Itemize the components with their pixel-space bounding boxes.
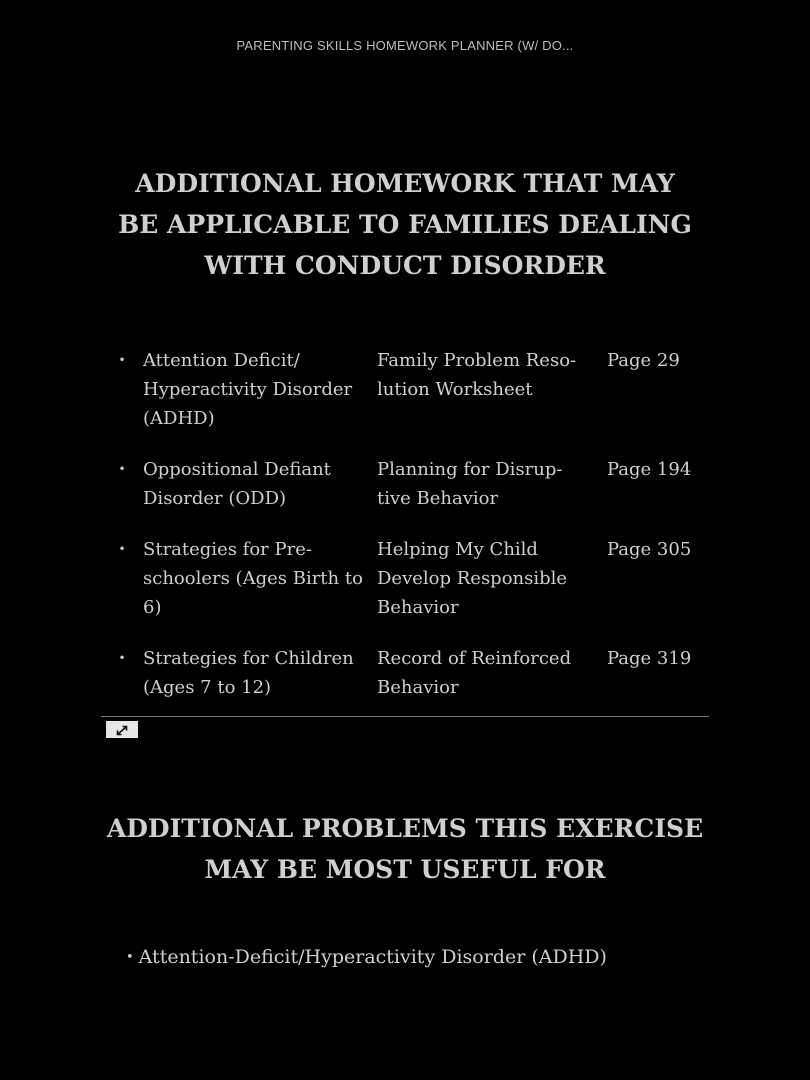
exercise-line: Planning for Disrup- xyxy=(377,459,563,480)
problem-line: Hyperactivity Disorder xyxy=(143,379,353,400)
problem-line: (Ages 7 to 12) xyxy=(143,677,272,698)
problem-cell xyxy=(143,644,377,702)
bullet: • xyxy=(126,950,134,965)
homework-table xyxy=(101,346,709,702)
table-row xyxy=(101,644,709,702)
problem-line: 6) xyxy=(143,597,162,618)
exercise-line: lution Worksheet xyxy=(377,379,533,400)
bullet: • xyxy=(118,542,126,556)
problem-cell xyxy=(143,346,377,433)
page-reference: Page 194 xyxy=(607,459,692,480)
bullet: • xyxy=(118,462,126,476)
page-reference: Page 319 xyxy=(607,648,692,669)
exercise-cell xyxy=(377,346,607,433)
exercise-line: Behavior xyxy=(377,597,459,618)
exercise-cell xyxy=(377,535,607,622)
table-row xyxy=(101,346,709,433)
exercise-line: Develop Responsible xyxy=(377,568,568,589)
problem-line: Disorder (ODD) xyxy=(143,488,287,509)
section-heading-additional-homework xyxy=(105,163,705,286)
exercise-line: Record of Reinforced xyxy=(377,648,572,669)
problem-line: (ADHD) xyxy=(143,408,215,429)
problem-line: Oppositional Defiant xyxy=(143,459,331,480)
problem-cell xyxy=(143,455,377,513)
exercise-line: Helping My Child xyxy=(377,539,538,560)
exercise-line: Behavior xyxy=(377,677,459,698)
problem-line: Attention Deficit/ xyxy=(143,350,300,371)
table-row xyxy=(101,535,709,622)
problem-line: Strategies for Pre- xyxy=(143,539,312,560)
section-heading-additional-problems xyxy=(105,808,705,890)
exercise-line: tive Behavior xyxy=(377,488,499,509)
bullet: • xyxy=(118,651,126,665)
table-row xyxy=(101,455,709,513)
heading-line: BE APPLICABLE TO FAMILIES DEALING xyxy=(118,210,692,239)
problem-line: Strategies for Children xyxy=(143,648,354,669)
page-reference: Page 29 xyxy=(607,350,680,371)
list-item-text: Attention-Deficit/Hyperactivity Disorder (ADHD) xyxy=(138,946,607,968)
page-reference: Page 305 xyxy=(607,539,692,560)
heading-line: MAY BE MOST USEFUL FOR xyxy=(204,855,606,884)
exercise-cell xyxy=(377,644,607,702)
expand-table-button[interactable] xyxy=(106,721,138,738)
running-header-title: PARENTING SKILLS HOMEWORK PLANNER (W/ DO... xyxy=(236,38,574,53)
heading-line: ADDITIONAL HOMEWORK THAT MAY xyxy=(135,169,675,198)
heading-line: WITH CONDUCT DISORDER xyxy=(204,251,606,280)
exercise-line: Family Problem Reso- xyxy=(377,350,577,371)
list-item xyxy=(126,941,726,974)
bullet: • xyxy=(118,353,126,367)
problem-cell xyxy=(143,535,377,622)
additional-problems-list xyxy=(126,941,726,974)
expand-arrows-icon xyxy=(114,724,130,737)
problem-line: schoolers (Ages Birth to xyxy=(143,568,363,589)
table-divider xyxy=(101,716,709,717)
exercise-cell xyxy=(377,455,607,513)
heading-line: ADDITIONAL PROBLEMS THIS EXERCISE xyxy=(106,814,704,843)
